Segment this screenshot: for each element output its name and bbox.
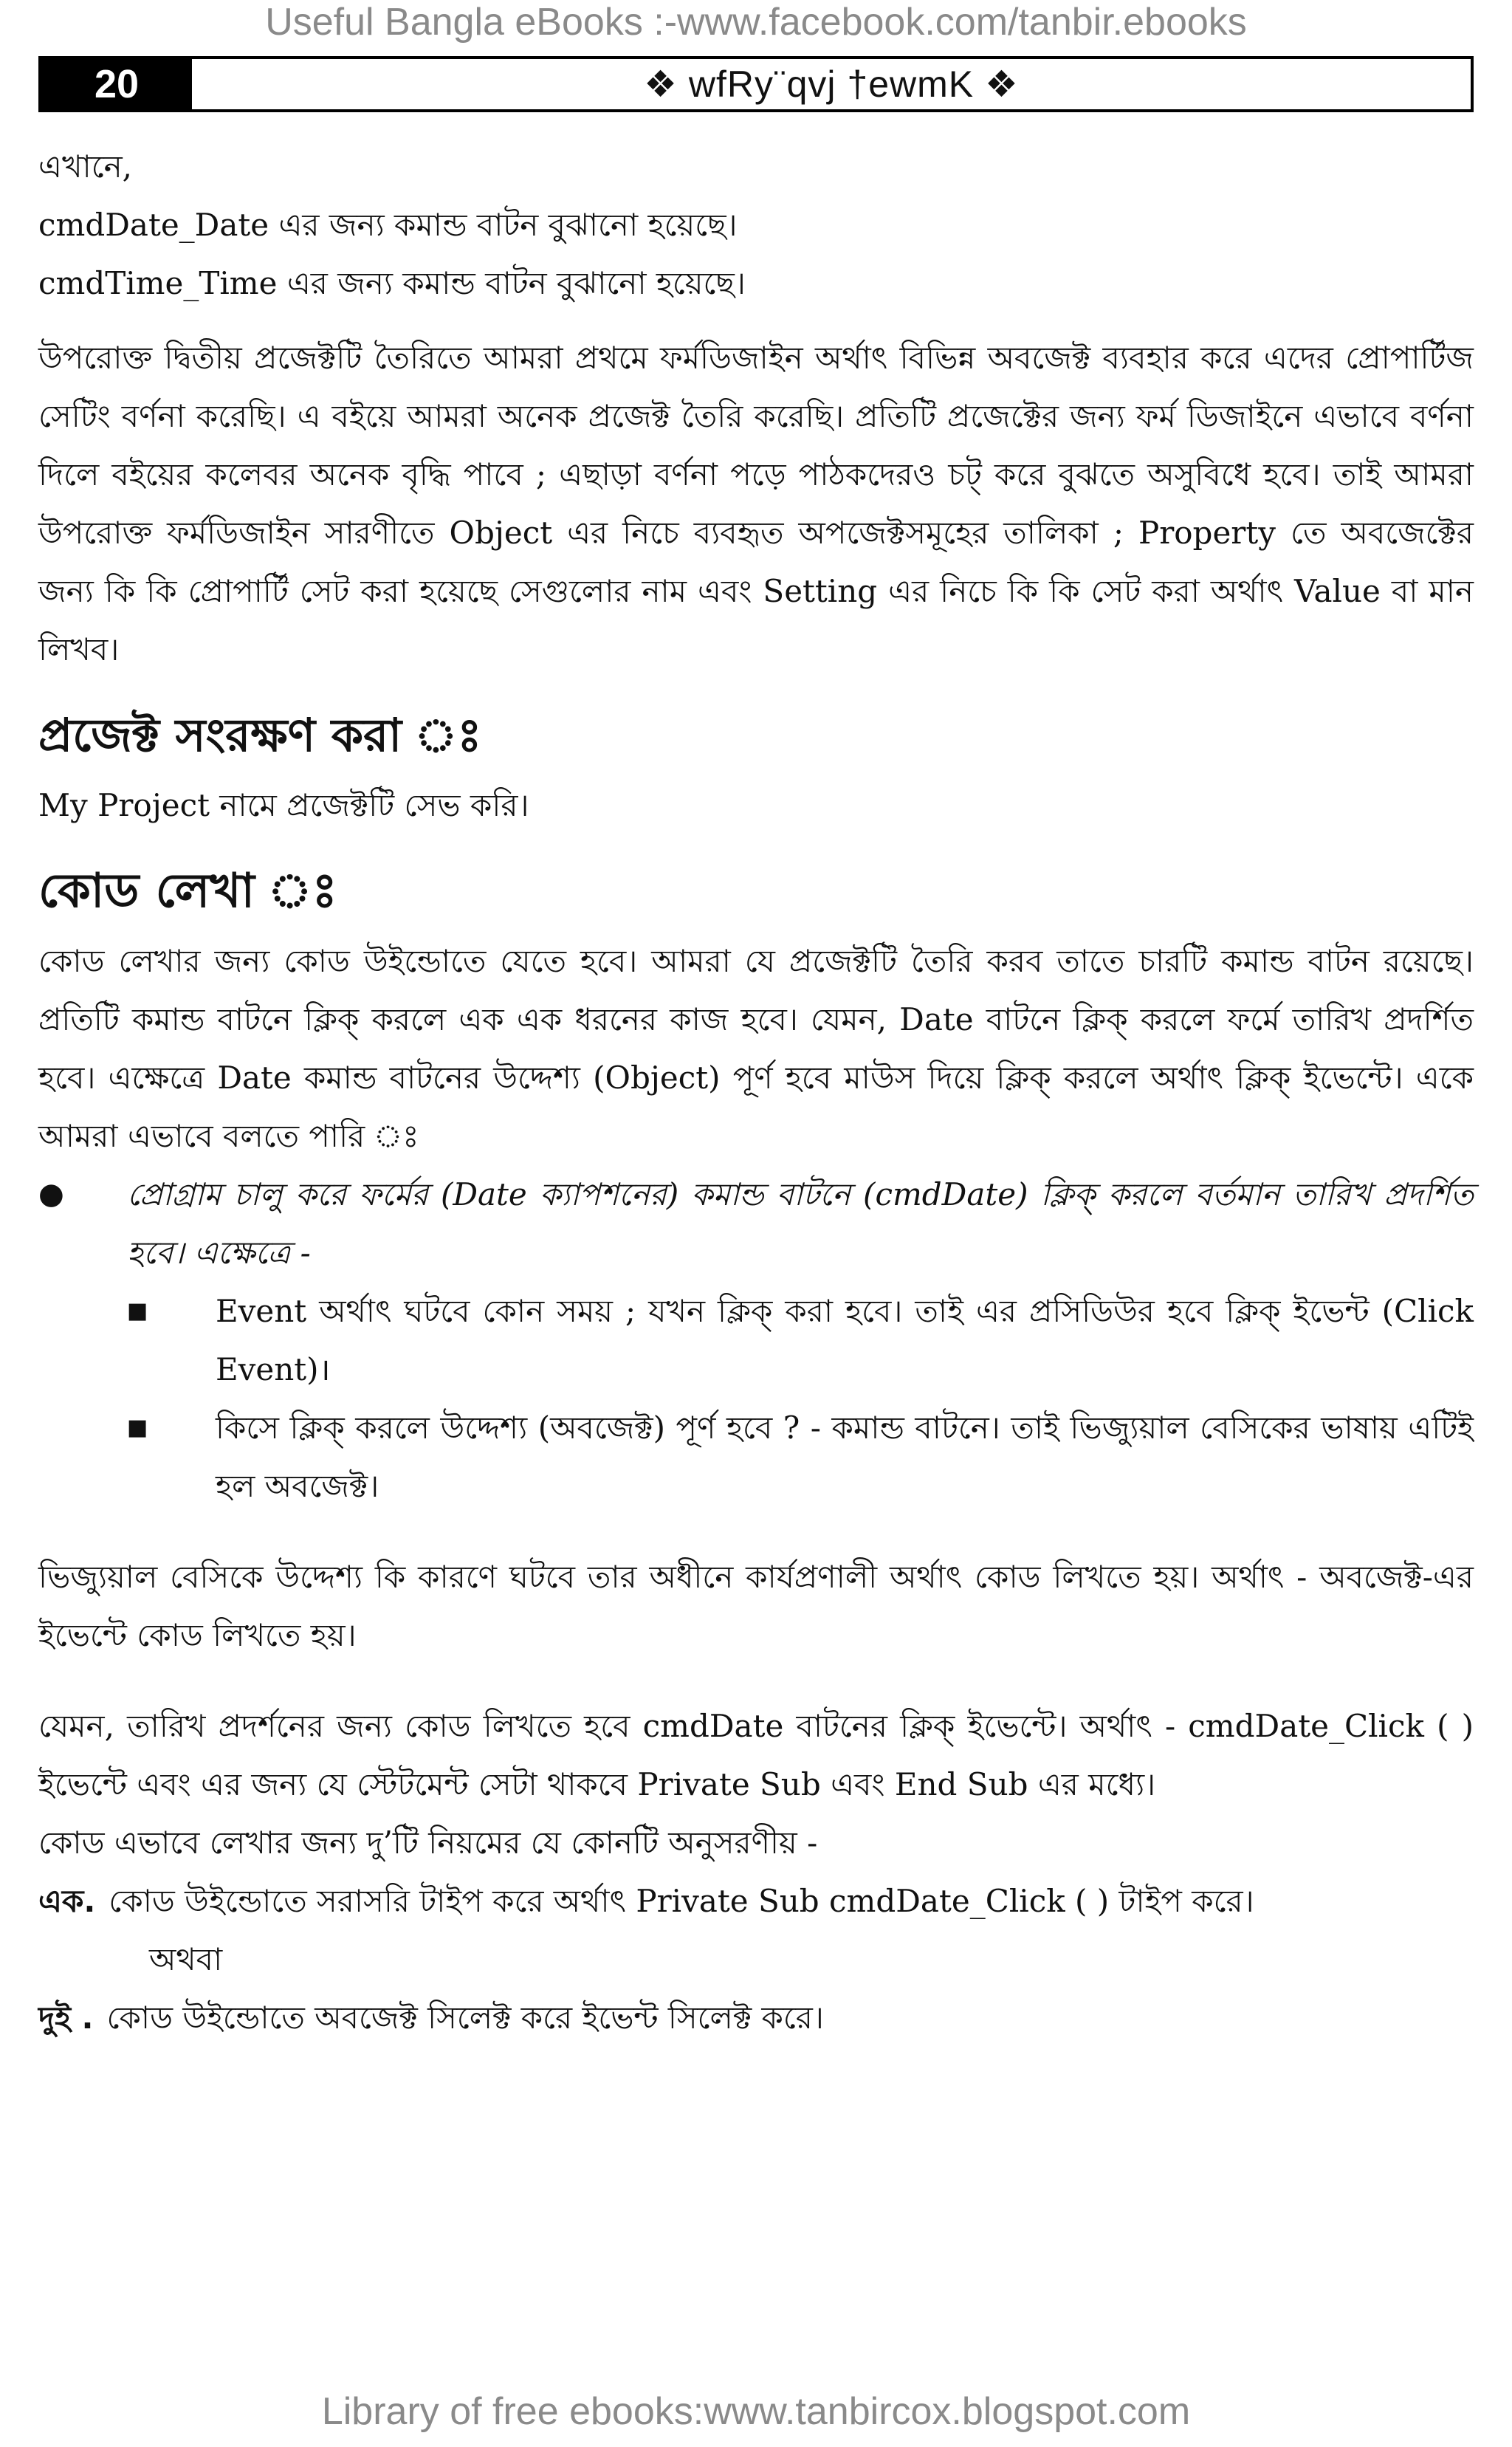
running-title: ❖ wfRy¨qvj †ewmK ❖	[644, 64, 1019, 105]
rule-text: কোড উইন্ডোতে সরাসরি টাইপ করে অর্থাৎ Private Sub cmdDate_Click ( ) টাইপ করে।	[109, 1883, 1254, 1919]
paragraph: ভিজ্যুয়াল বেসিকে উদ্দেশ্য কি কারণে ঘটবে তার অধীনে কার্যপ্রণালী অর্থাৎ কোড লিখতে হয়। অর্থাৎ - অবজেক্ট-এর ইভেন্টে কোড লিখতে হয়।	[38, 1559, 1474, 1653]
bullet-item	[38, 1165, 1474, 1282]
rule-label: দুই .	[38, 2000, 94, 2036]
paragraph: কোড এভাবে লেখার জন্য দু’টি নিয়মের যে কোনটি অনুসরণীয় -	[38, 1825, 818, 1861]
intro-line: এখানে,	[38, 148, 133, 185]
paragraph: উপরোক্ত দ্বিতীয় প্রজেক্টটি তৈরিতে আমরা প্রথমে ফর্মডিজাইন অর্থাৎ বিভিন্ন অবজেক্ট ব্যবহার করে এদের প্রোপার্টিজ সেটিং বর্ণনা করেছি। এ বইয়ে আমরা অনেক প্রজেক্ট তৈরি করেছি। প্রতিটি প্রজেক্টের জন্য ফর্ম ডিজাইনে এভাবে বর্ণনা দিলে বইয়ের কলেবর অনেক বৃদ্ধি পাবে ; এছাড়া বর্ণনা পড়ে পাঠকদেরও চট্ করে বুঝতে অসুবিধে হবে। তাই আমরা উপরোক্ত ফর্মডিজাইন সারণীতে Object এর নিচে ব্যবহৃত অপজেক্টসমূহের তালিকা ; Property তে অবজেক্টের জন্য কি কি প্রোপার্টি সেট করা হয়েছে সেগুলোর নাম এবং Setting এর নিচে কি কি সেট করা অর্থাৎ Value বা মান লিখব।	[38, 340, 1474, 667]
sub-bullet-item	[38, 1398, 1474, 1515]
paragraph: My Project নামে প্রজেক্টটি সেভ করি।	[38, 787, 529, 823]
section-heading: কোড লেখা ঃ	[38, 864, 337, 919]
rule-text: কোড উইন্ডোতে অবজেক্ট সিলেক্ট করে ইভেন্ট সিলেক্ট করে।	[106, 2000, 824, 2036]
rule-item	[38, 1872, 1474, 1930]
sub-bullet-item	[38, 1282, 1474, 1398]
bullet-text: প্রোগ্রাম চালু করে ফর্মের (Date ক্যাপশনের) কমান্ড বাটনে (cmdDate) ক্লিক্ করলে বর্তমান তারিখ প্রদর্শিত হবে। এক্ষেত্রে -	[127, 1176, 1474, 1271]
page-content	[38, 137, 1474, 2047]
square-bullet-icon: ■	[127, 1415, 148, 1441]
watermark-top: Useful Bangla eBooks :-www.facebook.com/tanbir.ebooks	[265, 1, 1247, 44]
page-number: 20	[41, 59, 192, 109]
section-heading: প্রজেক্ট সংরক্ষণ করা ঃ	[38, 708, 482, 762]
intro-line: cmdTime_Time এর জন্য কমান্ড বাটন বুঝানো হয়েছে।	[38, 265, 746, 301]
watermark-bottom: Library of free ebooks:www.tanbircox.blogspot.com	[321, 2390, 1191, 2433]
square-bullet-icon: ■	[127, 1298, 148, 1324]
page-header	[38, 56, 1474, 112]
intro-line: cmdDate_Date এর জন্য কমান্ড বাটন বুঝানো হয়েছে।	[38, 207, 738, 243]
rule-item	[38, 1988, 1474, 2047]
or-text: অথবা	[149, 1941, 223, 1977]
paragraph: কোড লেখার জন্য কোড উইন্ডোতে যেতে হবে। আমরা যে প্রজেক্টটি তৈরি করব তাতে চারটি কমান্ড বাটন রয়েছে। প্রতিটি কমান্ড বাটনে ক্লিক্ করলে এক এক ধরনের কাজ হবে। যেমন, Date বাটনে ক্লিক্ করলে ফর্মে তারিখ প্রদর্শিত হবে। এক্ষেত্রে Date কমান্ড বাটনের উদ্দেশ্য (Object) পূর্ণ হবে মাউস দিয়ে ক্লিক্ করলে অর্থাৎ ক্লিক্ ইভেন্টে। একে আমরা এভাবে বলতে পারি ঃ	[38, 943, 1474, 1154]
paragraph: যেমন, তারিখ প্রদর্শনের জন্য কোড লিখতে হবে cmdDate বাটনের ক্লিক্ ইভেন্টে। অর্থাৎ - cmdDate_Click ( ) ইভেন্টে এবং এর জন্য যে স্টেটমেন্ট সেটা থাকবে Private Sub এবং End Sub এর মধ্যে।	[38, 1708, 1474, 1802]
bullet-dot-icon: ●	[38, 1177, 64, 1211]
sub-bullet-text: কিসে ক্লিক্ করলে উদ্দেশ্য (অবজেক্ট) পূর্ণ হবে ? - কমান্ড বাটনে। তাই ভিজ্যুয়াল বেসিকের ভাষায় এটিই হল অবজেক্ট।	[216, 1410, 1474, 1504]
sub-bullet-text: Event অর্থাৎ ঘটবে কোন সময় ; যখন ক্লিক্ করা হবে। তাই এর প্রসিডিউর হবে ক্লিক্ ইভেন্ট (Click Event)।	[216, 1293, 1474, 1387]
rule-label: এক.	[38, 1883, 96, 1919]
